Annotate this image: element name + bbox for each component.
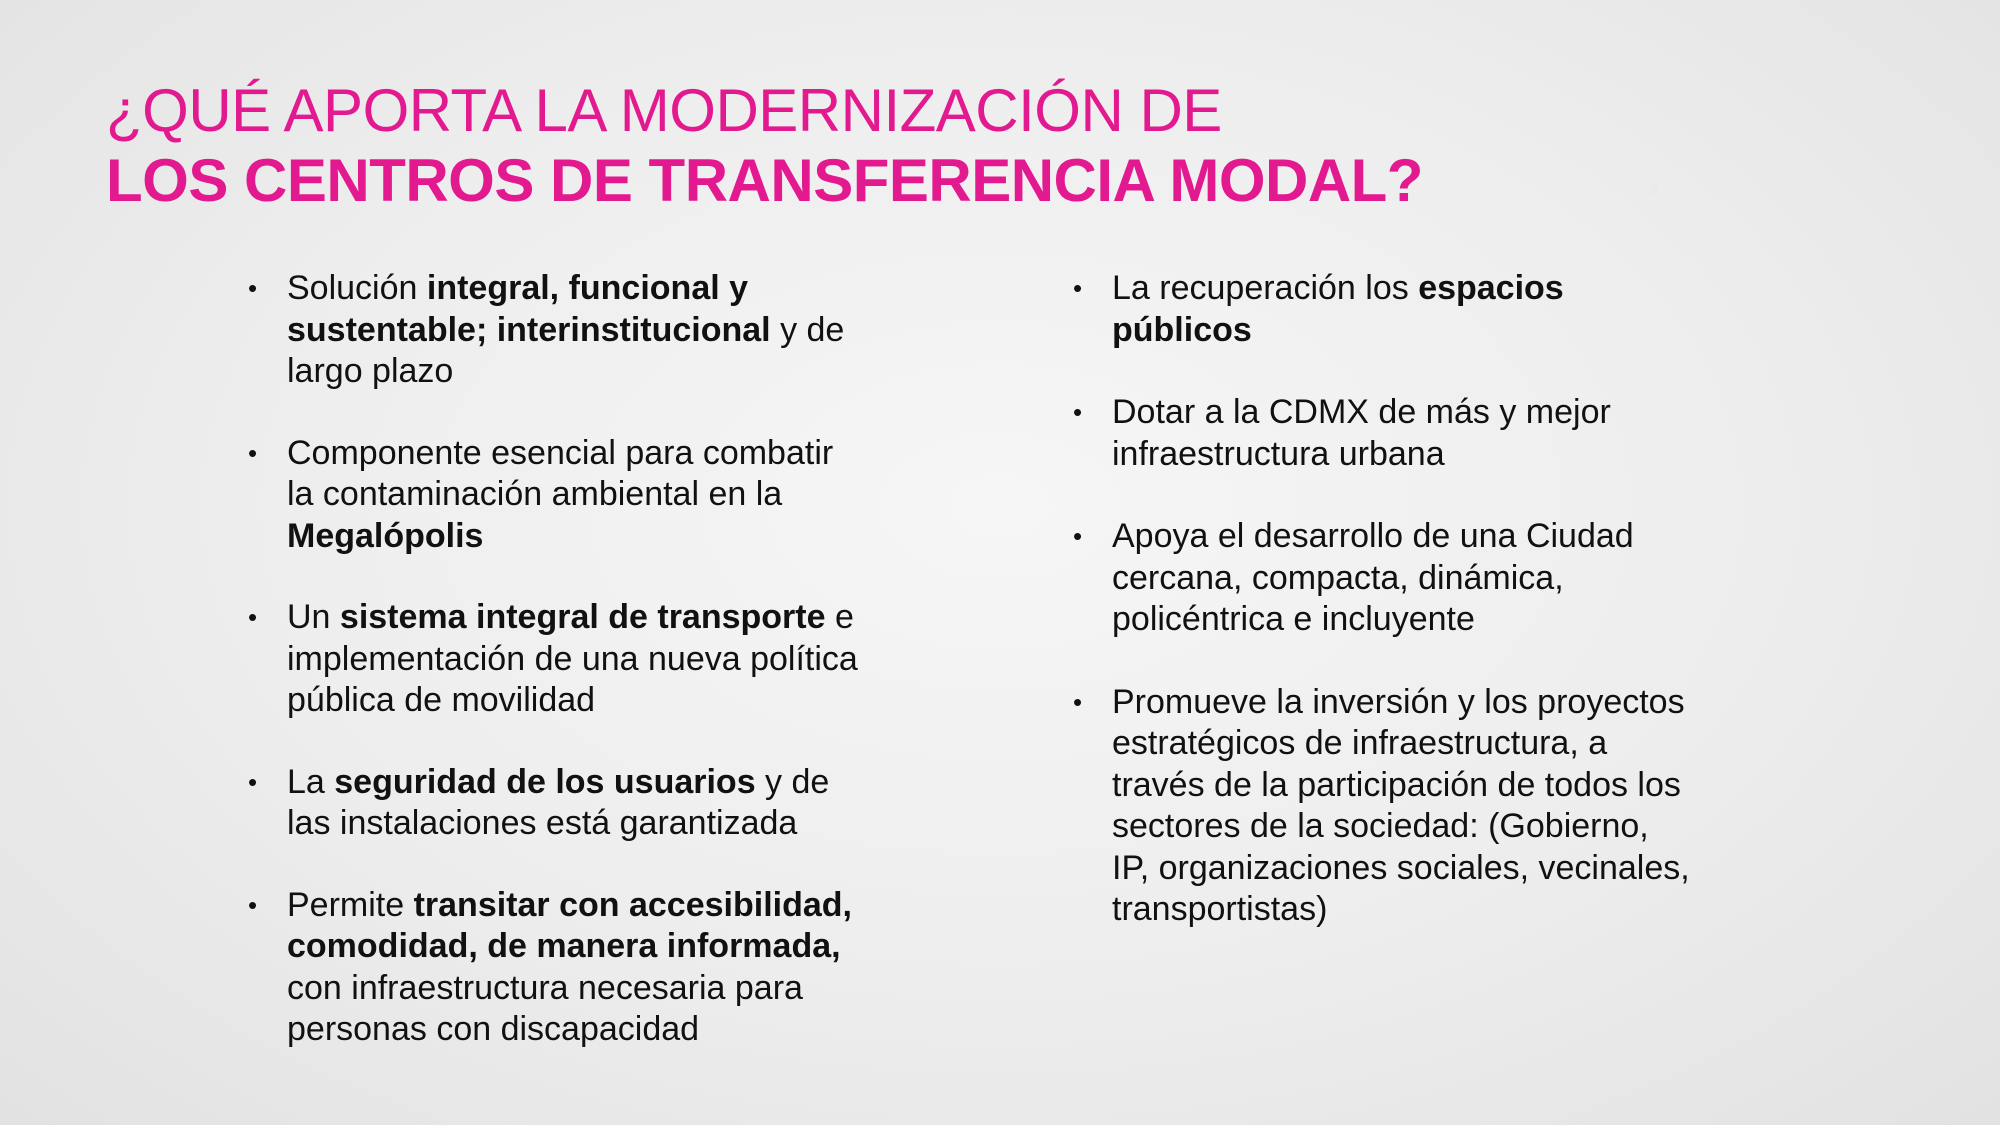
bullet-text <box>1112 393 1611 473</box>
bullet-icon: • <box>1073 686 1083 717</box>
slide-title-line-2: LOS CENTROS DE TRANSFERENCIA MODAL? <box>106 147 1423 214</box>
bullet-text-bold-segment: transitar con accesibilidad, comodidad, de manera informada, <box>287 885 852 965</box>
bullet-icon: • <box>248 273 258 303</box>
bullet-icon: • <box>248 889 258 920</box>
bullet-text-segment: Componente esencial para combatir la contaminación ambiental en la <box>287 433 834 513</box>
bullet-text-segment: Promueve la inversión y los proyectos estratégicos de infraestructura, a través de la participación de todos los sectores de la sociedad: (Gobierno, IP, organizaciones sociales, vecinales, transportistas) <box>1112 682 1690 928</box>
bullet-text <box>1112 683 1690 929</box>
bullet-text-segment: La <box>287 762 335 801</box>
left-bullet-item-3 <box>248 597 868 722</box>
left-bullet-list <box>248 268 868 1091</box>
left-bullet-item-2 <box>248 433 868 558</box>
bullet-icon: • <box>248 766 258 797</box>
bullet-text <box>287 269 844 390</box>
bullet-icon: • <box>1073 397 1083 427</box>
left-bullet-item-4 <box>248 762 868 845</box>
bullet-text-segment: Dotar a la CDMX de más y mejor infraestructura urbana <box>1112 393 1611 473</box>
bullet-text <box>287 886 852 1049</box>
right-bullet-item-2 <box>1073 392 1693 475</box>
bullet-text <box>287 434 833 555</box>
bullet-text-segment: Apoya el desarrollo de una Ciudad cercana, compacta, dinámica, policéntrica e incluyente <box>1112 517 1634 638</box>
bullet-text <box>1112 517 1634 638</box>
bullet-text-bold-segment: integral, funcional y sustentable; interinstitucional <box>287 269 771 349</box>
bullet-text-segment: Solución <box>287 269 427 307</box>
bullet-text-segment: con infraestructura necesaria para personas con discapacidad <box>287 968 803 1048</box>
slide-title <box>106 76 1706 216</box>
bullet-text <box>287 763 829 843</box>
bullet-text <box>287 598 858 719</box>
bullet-text-segment: La recuperación los <box>1112 269 1419 307</box>
bullet-text-segment: y de las instalaciones está garantizada <box>287 762 830 842</box>
bullet-text-segment: e implementación de una nueva política pública de movilidad <box>287 598 858 719</box>
slide-title-line-1: ¿QUÉ APORTA LA MODERNIZACIÓN DE <box>106 77 1222 144</box>
right-bullet-item-1 <box>1073 268 1693 351</box>
bullet-icon: • <box>1073 521 1083 551</box>
bullet-text-bold-segment: Megalópolis <box>287 516 484 555</box>
bullet-text-segment: Un <box>287 598 340 636</box>
bullet-icon: • <box>1073 273 1083 303</box>
right-bullet-list <box>1073 268 1693 972</box>
bullet-text <box>1112 269 1564 349</box>
page-number: 3 <box>1650 181 1658 197</box>
bullet-text-segment: Permite <box>287 885 414 924</box>
right-bullet-item-4 <box>1073 682 1693 931</box>
bullet-text-segment: y de largo plazo <box>287 310 845 390</box>
bullet-text-bold-segment: sistema integral de transporte <box>339 598 826 636</box>
bullet-text-bold-segment: seguridad de los usuarios <box>334 762 756 801</box>
bullet-icon: • <box>248 602 258 632</box>
left-bullet-item-5 <box>248 885 868 1051</box>
right-bullet-item-3 <box>1073 516 1693 641</box>
left-bullet-item-1 <box>248 268 868 393</box>
bullet-icon: • <box>248 437 258 468</box>
bullet-text-bold-segment: espacios públicos <box>1112 269 1564 349</box>
